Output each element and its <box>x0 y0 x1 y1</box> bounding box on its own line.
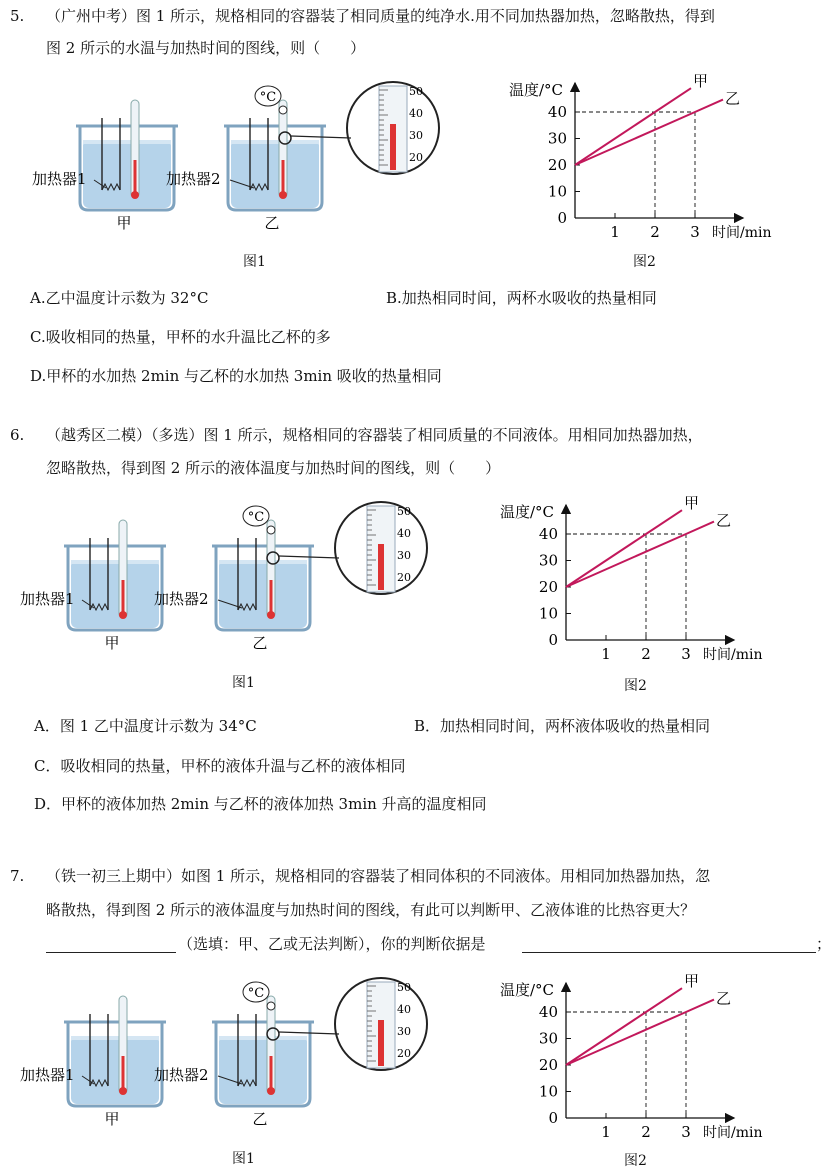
x-tick-label: 3 <box>681 645 691 663</box>
q7-number: 7. <box>10 867 25 885</box>
q5-figure1-caption: 图1 <box>243 254 266 270</box>
q5-figure1-beakers <box>32 80 440 240</box>
heater-2-label: 加热器2 <box>154 590 209 608</box>
celsius-bubble-tail <box>267 526 275 534</box>
series-label-2: 乙 <box>716 511 732 530</box>
beaker-2-thermometer-liquid <box>282 160 285 194</box>
q5-figure2-caption: 图2 <box>633 254 656 270</box>
beaker-2-surface <box>219 560 307 564</box>
scale-label: 30 <box>397 549 411 562</box>
q6-stem-line-1: （越秀区二模）（多选）图 1 所示，规格相同的容器装了相同质量的不同液体。用相同加热器加热， <box>46 426 703 444</box>
y-tick-label: 20 <box>538 1056 558 1074</box>
series-line-2 <box>566 522 714 587</box>
scale-label: 40 <box>409 107 423 120</box>
y-tick-label: 20 <box>538 578 558 596</box>
beaker-2-thermometer-liquid <box>270 580 273 614</box>
q6-figure2-caption: 图2 <box>624 678 647 694</box>
q7-figure1-beakers <box>20 976 438 1136</box>
beaker-2-liquid <box>219 560 307 628</box>
scale-label: 20 <box>409 151 423 164</box>
scale-label: 50 <box>397 981 411 994</box>
beaker-1-thermometer-liquid <box>134 160 137 194</box>
y-tick-label: 0 <box>548 631 558 649</box>
series-label-1: 甲 <box>684 494 700 513</box>
q6-option-b: B．加热相同时间，两杯液体吸收的热量相同 <box>414 717 711 735</box>
beaker-2-surface <box>219 1036 307 1040</box>
beaker-2-thermometer-liquid <box>270 1056 273 1090</box>
series-label-2: 乙 <box>716 989 732 1008</box>
scale-label: 40 <box>397 1003 411 1016</box>
q7-stem-line-1: （铁一初三上期中）如图 1 所示，规格相同的容器装了相同体积的不同液体。用相同加热器加热，忽 <box>46 867 711 885</box>
beaker-1-liquid <box>83 140 171 208</box>
scale-label: 50 <box>409 85 423 98</box>
heater-1-label: 加热器1 <box>32 170 87 188</box>
y-axis-label: 温度/°C <box>509 81 564 99</box>
q7-answer-blank-1[interactable] <box>46 934 176 953</box>
beaker-2-liquid <box>219 1036 307 1104</box>
y-tick-label: 40 <box>547 103 567 121</box>
q6-option-a: A．图 1 乙中温度计示数为 34°C <box>34 717 257 735</box>
q5-stem-line-1: （广州中考）图 1 所示，规格相同的容器装了相同质量的纯净水.用不同加热器加热，忽略散热，得到 <box>46 7 715 25</box>
beaker-1-liquid <box>71 560 159 628</box>
q7-stem-line-2: 略散热，得到图 2 所示的液体温度与加热时间的图线，有此可以判断甲、乙液体谁的比热容更大？ <box>46 901 696 919</box>
heater-2-label: 加热器2 <box>166 170 221 188</box>
x-axis-label: 时间/min <box>703 1125 763 1141</box>
x-tick-label: 3 <box>690 223 700 241</box>
beaker-1-thermometer-liquid <box>122 1056 125 1090</box>
x-tick-label: 2 <box>641 1123 651 1141</box>
q5-figure2-chart <box>495 68 795 248</box>
q7-figure2-caption: 图2 <box>624 1153 647 1169</box>
q6-figure1-beakers <box>20 500 438 660</box>
series-label-2: 乙 <box>725 89 741 108</box>
celsius-bubble-tail <box>279 106 287 114</box>
celsius-unit: °C <box>247 986 265 1001</box>
y-tick-label: 40 <box>538 525 558 543</box>
beaker-2-thermometer-bulb <box>267 1087 275 1095</box>
y-tick-label: 0 <box>548 1109 558 1127</box>
scale-label: 30 <box>397 1025 411 1038</box>
x-tick-label: 2 <box>641 645 651 663</box>
series-line-1 <box>575 88 691 165</box>
beaker-2-liquid <box>231 140 319 208</box>
beaker-2-label: 乙 <box>252 1110 268 1128</box>
q7-figure1-caption: 图1 <box>232 1151 255 1167</box>
q5-option-d: D.甲杯的水加热 2min 与乙杯的水加热 3min 吸收的热量相同 <box>30 367 442 385</box>
magnified-mercury <box>378 1020 384 1066</box>
q5-option-a: A.乙中温度计示数为 32°C <box>30 289 209 307</box>
beaker-1-thermometer-liquid <box>122 580 125 614</box>
series-line-2 <box>566 1000 714 1065</box>
y-tick-label: 0 <box>557 209 567 227</box>
series-line-1 <box>566 988 682 1065</box>
beaker-1-label: 甲 <box>104 634 120 652</box>
y-tick-label: 20 <box>547 156 567 174</box>
q5-stem-line-2: 图 2 所示的水温与加热时间的图线，则（ ） <box>46 39 366 57</box>
celsius-unit: °C <box>259 90 277 105</box>
x-axis-label: 时间/min <box>703 647 763 663</box>
q5-number: 5. <box>10 7 25 25</box>
y-axis-label: 温度/°C <box>500 503 555 521</box>
beaker-1-thermometer-bulb <box>119 611 127 619</box>
x-tick-label: 1 <box>610 223 620 241</box>
heater-1-label: 加热器1 <box>20 1066 75 1084</box>
celsius-bubble-tail <box>267 1002 275 1010</box>
y-tick-label: 10 <box>538 604 558 623</box>
beaker-2-surface <box>231 140 319 144</box>
magnified-mercury <box>390 124 396 170</box>
beaker-2-thermometer-bulb <box>279 191 287 199</box>
y-tick-label: 40 <box>538 1003 558 1021</box>
scale-label: 40 <box>397 527 411 540</box>
heater-1-label: 加热器1 <box>20 590 75 608</box>
beaker-1-thermometer-bulb <box>131 191 139 199</box>
x-tick-label: 1 <box>601 1123 611 1141</box>
q6-number: 6. <box>10 426 25 444</box>
beaker-1-liquid <box>71 1036 159 1104</box>
q6-figure1-caption: 图1 <box>232 675 255 691</box>
y-tick-label: 10 <box>547 182 567 201</box>
x-tick-label: 1 <box>601 645 611 663</box>
celsius-unit: °C <box>247 510 265 525</box>
y-axis-label: 温度/°C <box>500 981 555 999</box>
beaker-2-thermometer-bulb <box>267 611 275 619</box>
q5-option-c: C.吸收相同的热量，甲杯的水升温比乙杯的多 <box>30 328 331 346</box>
scale-label: 20 <box>397 571 411 584</box>
beaker-1-surface <box>83 140 171 144</box>
series-label-1: 甲 <box>693 72 709 91</box>
q5-option-b: B.加热相同时间，两杯水吸收的热量相同 <box>386 289 657 307</box>
x-axis-label: 时间/min <box>712 225 772 241</box>
q7-answer-blank-2[interactable] <box>522 934 816 953</box>
y-tick-label: 30 <box>547 129 567 148</box>
magnified-mercury <box>378 544 384 590</box>
series-line-1 <box>566 510 682 587</box>
beaker-1-label: 甲 <box>116 214 132 232</box>
beaker-2-label: 乙 <box>264 214 280 232</box>
beaker-2-label: 乙 <box>252 634 268 652</box>
beaker-1-surface <box>71 1036 159 1040</box>
beaker-1-surface <box>71 560 159 564</box>
q6-option-c: C．吸收相同的热量，甲杯的液体升温与乙杯的液体相同 <box>34 757 406 775</box>
y-tick-label: 30 <box>538 1029 558 1048</box>
q7-fill-line: （选填：甲、乙或无法判断），你的判断依据是 <box>178 935 486 953</box>
y-tick-label: 10 <box>538 1082 558 1101</box>
scale-label: 50 <box>397 505 411 518</box>
q6-figure2-chart <box>486 490 786 670</box>
q7-fill-end: ； <box>816 935 832 953</box>
q7-figure2-chart <box>486 968 786 1148</box>
x-tick-label: 2 <box>650 223 660 241</box>
y-tick-label: 30 <box>538 551 558 570</box>
beaker-1-label: 甲 <box>104 1110 120 1128</box>
series-line-2 <box>575 100 723 165</box>
q6-option-d: D．甲杯的液体加热 2min 与乙杯的液体加热 3min 升高的温度相同 <box>34 795 487 813</box>
scale-label: 20 <box>397 1047 411 1060</box>
heater-2-label: 加热器2 <box>154 1066 209 1084</box>
x-tick-label: 3 <box>681 1123 691 1141</box>
scale-label: 30 <box>409 129 423 142</box>
series-label-1: 甲 <box>684 972 700 991</box>
beaker-1-thermometer-bulb <box>119 1087 127 1095</box>
q6-stem-line-2: 忽略散热，得到图 2 所示的液体温度与加热时间的图线，则（ ） <box>46 459 501 477</box>
